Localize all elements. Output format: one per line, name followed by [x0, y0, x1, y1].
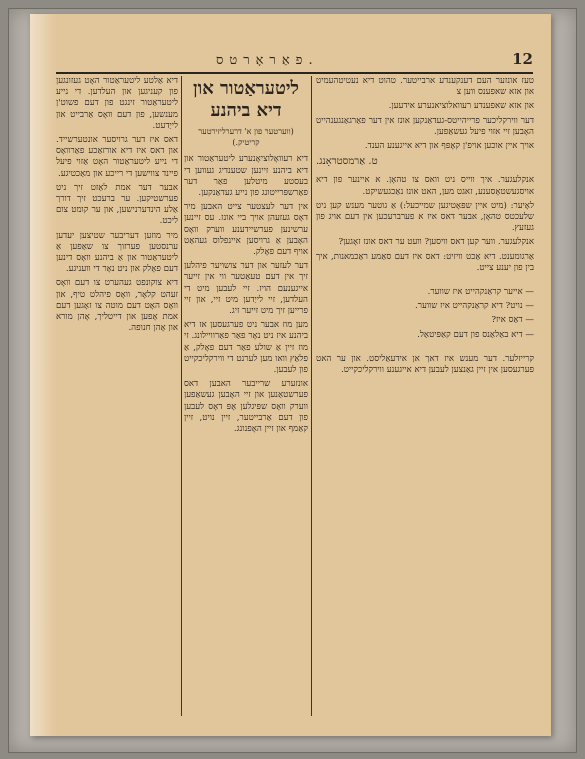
article-title-line1: ליטעראַטור און [193, 78, 299, 99]
signature: ט. אַרמסטראָנג. [316, 156, 378, 168]
paragraph: אונזערע שרייבער האבען דאס פערשטאַנען און זיי האָבען געשאַפען ווערק וואָס שפּיגלען אָפּ דאָס לעבען פון דעם אַרבייטער, זיין נויט, זיין קאַמף און זיין האָפנונג. [184, 379, 308, 435]
column-rule [311, 76, 312, 716]
paragraph: מיר מוזען דעריבער שטיצען יעדען ערנסטען פערזוך צו שאַפען אַ ליטעראַטור און אַ ביהנע וואָס דינען דעם פאָלק און ניט נאָר די וועניגע. [56, 230, 178, 275]
paragraph: דיא צוקונפט געהערט צו דעם וואָס זעהט קלאָר, וואָס פיהלט טיף, און וואָס האָט דעם מוטה צו זאָגען דעם אמת אָפען און דייטליך, אָהן מורא און אָהן חנופה. [56, 278, 178, 334]
article-title-line2: דיא ביהנע [210, 100, 282, 121]
running-title: פאַראָרטס. [216, 53, 319, 68]
dialogue-line: — דאַס איז? [491, 315, 534, 326]
page-edge-shadow [30, 14, 56, 736]
right-column [316, 76, 534, 718]
column-rule [181, 76, 182, 716]
article-title [184, 78, 308, 122]
page-number: 12 [512, 50, 533, 68]
paragraph: דאס איז דער גרויסער אונטערשייד. און דאס איז דיא אורזאַכע פאַרוואָס די נייע ליטעראַטור האָט אַזוי פיעל פיינד צווישען די רייכע און מאַכטיגע. [56, 135, 178, 179]
paragraph: דער לעזער און דער צושויער פיהלען זיך אין דעם טעאַטער ווי אין זייער אייגענעם הויז. זיי לעבען מיט די העלדען, זיי לייַדען מיט זיי, און זיי פרייען זיך מיט זייער זיג. [184, 261, 308, 317]
dialogue-line: — נויט? דיא קראַנקהייט איז שווער. [415, 301, 534, 312]
spacer [316, 277, 534, 287]
dialogue-line: אנקלעגער. איך ווייס ניט וואס צו טהאָן. א איינער פון דיא אויסגעשטאָסענע, זאגט מען, האט אונז נאַכגעשיקט. [316, 175, 534, 197]
dialogue-line: — דיא באַלאַנס פון דעם קאַפּיטאַל. [417, 329, 534, 340]
dialogue-line: קרייזלער. דער מענש איז דאך אן אידעאַליסט. און ער האט פערגעסען אין זיין גאַנצען לעבען דיא אייגענע ווירקליכקייט. [316, 353, 534, 376]
paragraph: מען מוז אבער ניט פערגעסען אז דיא ביהנע איז ניט נאָר פאַר פאַרוויילונג. זי מוז זיין אַ שולע פאַר דעם פאָלק, אַ פלאַץ וואו מען לערנט די ווירקליכקייט פון לעבען. [184, 320, 308, 376]
paragraph: טעז אונזער העם דענקענדע ארבייטער. טהוט דיא נעטיטהעמיט און אזא שאפענס ווען צ [316, 76, 534, 98]
left-column [56, 76, 178, 718]
paragraph: אבער דער אמת לאַזט זיך ניט פערשטיקען. ער ברעכט זיך דורך אַלע הינדערנישען, און ער קומט צום ליכט. [56, 182, 178, 227]
page-header [56, 50, 533, 74]
dialogue-line: — אייער קראַנקהייט איז שווער. [427, 287, 534, 298]
spacer [316, 344, 534, 354]
paragraph: דער ווירקליכער פרייהייטס-געדאַנקען אונז אין דער פאַרגאַנגענהייט האָבען זיי אזוי פיעל געשאַפען. [316, 115, 534, 137]
dialogue-line: לאָיער: (מיט איין שפּאָטיגען שמייכעל:) אַ גוטער מענש קען ניט שלעכטס טהאָן, אבער דאס איז א פערברעכען אין דעם אויג פון געזעץ. [316, 200, 534, 234]
middle-column [184, 76, 308, 718]
paragraph: און אזא שאפענדע רעוואלוציאנערע אידעען. [388, 101, 534, 112]
paragraph: דיא אַלטע ליטעראַטור האָט געזונגען פון קעניגען און העלדען. די נייע ליטעראַטור זינגט פון דעם פשוט'ן מענשען, פון דעם וואָס אַרבייט און לייַדעט. [56, 76, 178, 131]
paragraph: דיא רעוואָלוציאָנערע ליטעראַטור און דיא ביהנע זיינען שטענדיג געווען די בעסטע מיטלען פאַר דער פאַרשפּרייטונג פון נייע געדאַנקען. [184, 154, 308, 199]
article-subtitle: (ווערטער פון א' דרערליזירטער קריטיק.) [198, 127, 294, 148]
paragraph: אין דער לעצטער צייט האבען מיר דאָס געזעהן אויך ביי אונז. עס זיינען ערשינען פערשיידענע ווערק וואָס האָבען אַ גרויסען איינפלוס געהאַט אויף דעם פאָלק. [184, 202, 308, 258]
paragraph: אויך איין אוכען אויפ'ן קאָפּף און דיא אייגענע הענד. [364, 141, 534, 152]
dialogue-line: אַרגומענט. דיא אַכט וויזיט: דאס איז דעם סאַמע ראַכמאנות, איך בין פון יענע צייט. [316, 251, 534, 273]
newspaper-page [30, 14, 551, 736]
dialogue-line: אנקלעגער. ווער קען דאס וויסען? וועט ער דאס אונז זאָגען? [338, 237, 534, 248]
